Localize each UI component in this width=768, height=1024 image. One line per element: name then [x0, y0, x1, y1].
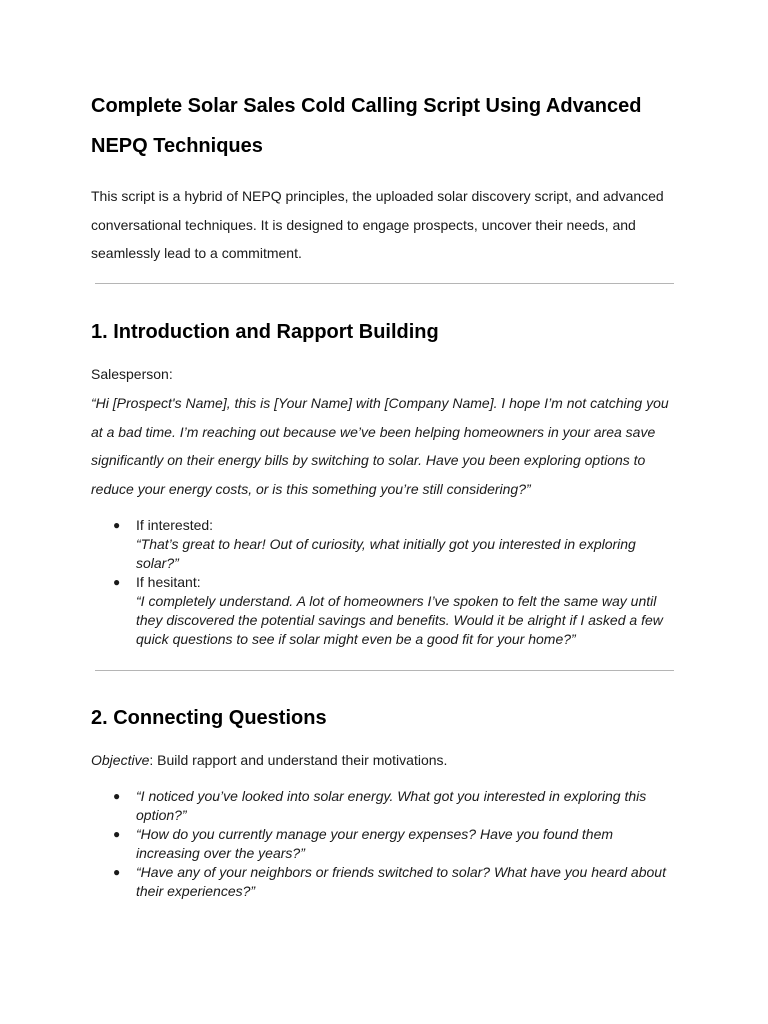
section-divider	[95, 283, 674, 284]
connecting-questions-list	[91, 787, 679, 901]
objective-label: Objective	[91, 752, 150, 768]
intro-paragraph: This script is a hybrid of NEPQ principles, the uploaded solar discovery script, and advanced conversational techniques. It is designed to engage prospects, uncover their needs, and seamlessly lead to a commitment.	[91, 188, 664, 261]
document-page	[91, 86, 679, 899]
response-condition: If interested:	[136, 517, 214, 533]
question-text: “I noticed you’ve looked into solar energy. What got you interested in exploring this option?”	[136, 788, 647, 823]
opening-script-quote: “Hi [Prospect's Name], this is [Your Name] with [Company Name]. I hope I’m not catching you at a bad time. I’m reaching out because we’ve been helping homeowners in your area save significantly on their energy bills by switching to solar. Have you been exploring options to reduce your energy costs, or is this something you’re still considering?”	[91, 395, 669, 498]
bullet-dot-icon: ●	[113, 518, 121, 532]
response-reply: “I completely understand. A lot of homeowners I’ve spoken to felt the same way until they discovered the potential savings and benefits. Would it be alright if I asked a few quick questions to see if solar might even be a good fit for your home?”	[136, 593, 663, 647]
section-divider	[95, 670, 674, 671]
objective-line	[91, 750, 447, 770]
objective-text: : Build rapport and understand their motivations.	[149, 752, 448, 768]
section-heading-introduction: 1. Introduction and Rapport Building	[91, 321, 439, 343]
question-text: “Have any of your neighbors or friends switched to solar? What have you heard about their experiences?”	[136, 864, 666, 899]
list-item	[91, 516, 679, 573]
response-reply: “That’s great to hear! Out of curiosity, what initially got you interested in exploring solar?”	[136, 536, 636, 571]
response-condition: If hesitant:	[136, 574, 201, 590]
section-heading-connecting-questions: 2. Connecting Questions	[91, 707, 327, 729]
speaker-label: Salesperson:	[91, 366, 173, 382]
bullet-dot-icon: ●	[113, 827, 121, 841]
list-item	[91, 825, 679, 863]
bullet-dot-icon: ●	[113, 789, 121, 803]
question-text: “How do you currently manage your energy expenses? Have you found them increasing over the years?”	[136, 826, 614, 861]
list-item	[91, 573, 679, 649]
bullet-dot-icon: ●	[113, 865, 121, 879]
document-title: Complete Solar Sales Cold Calling Script Using Advanced NEPQ Techniques	[91, 95, 642, 157]
list-item	[91, 787, 679, 825]
bullet-dot-icon: ●	[113, 575, 121, 589]
response-list	[91, 516, 679, 649]
list-item	[91, 863, 679, 901]
